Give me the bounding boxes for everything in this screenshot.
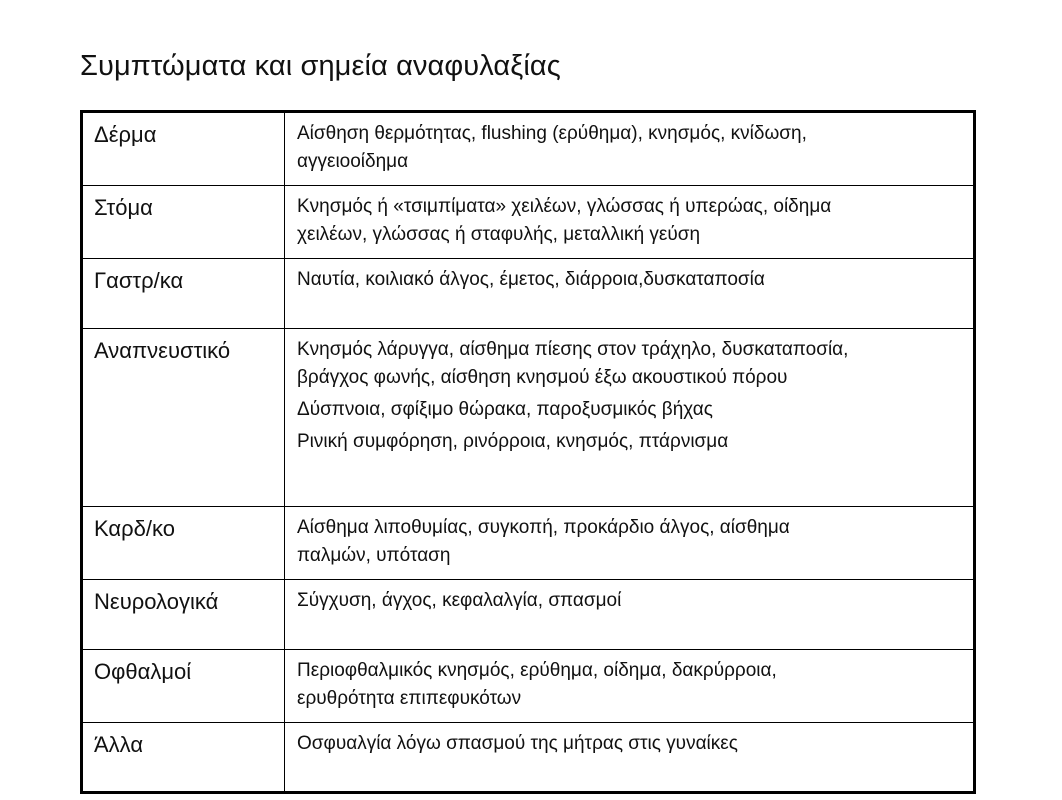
description-line: Κνησμός λάρυγγα, αίσθημα πίεσης στον τράχηλο, δυσκαταποσία, bbox=[297, 339, 849, 360]
table-row-respiratory bbox=[82, 329, 975, 507]
description-line: Σύγχυση, άγχος, κεφαλαλγία, σπασμοί bbox=[297, 590, 622, 611]
category-cell: Νευρολογικά bbox=[82, 580, 285, 650]
description-cell bbox=[285, 186, 975, 259]
page-title: Συμπτώματα και σημεία αναφυλαξίας bbox=[80, 50, 561, 82]
description-line: Ναυτία, κοιλιακό άλγος, έμετος, διάρροια,δυσκαταποσία bbox=[297, 269, 765, 290]
table-row-gastro bbox=[82, 259, 975, 329]
table-row-eyes bbox=[82, 650, 975, 723]
table-row-other bbox=[82, 723, 975, 793]
category-cell: Καρδ/κο bbox=[82, 507, 285, 580]
category-cell: Άλλα bbox=[82, 723, 285, 793]
description-line: αγγειοοίδημα bbox=[297, 151, 409, 172]
description-line: παλμών, υπόταση bbox=[297, 545, 451, 566]
description-line: βράγχος φωνής, αίσθηση κνησμού έξω ακουστικού πόρου bbox=[297, 367, 788, 388]
category-cell: Δέρμα bbox=[82, 112, 285, 186]
description-cell bbox=[285, 650, 975, 723]
table-row-mouth bbox=[82, 186, 975, 259]
description-cell bbox=[285, 723, 975, 793]
description-line: χειλέων, γλώσσας ή σταφυλής, μεταλλική γεύση bbox=[297, 224, 701, 245]
description-line: Περιοφθαλμικός κνησμός, ερύθημα, οίδημα, δακρύρροια, bbox=[297, 660, 777, 681]
description-line: Αίσθηση θερμότητας, flushing (ερύθημα), κνησμός, κνίδωση, bbox=[297, 123, 807, 144]
table-row-skin bbox=[82, 112, 975, 186]
description-line: Κνησμός ή «τσιμπίματα» χειλέων, γλώσσας ή υπερώας, οίδημα bbox=[297, 196, 832, 217]
category-cell: Γαστρ/κα bbox=[82, 259, 285, 329]
category-cell: Αναπνευστικό bbox=[82, 329, 285, 507]
description-line: Ρινική συμφόρηση, ρινόρροια, κνησμός, πτάρνισμα bbox=[297, 431, 729, 452]
description-line: Οσφυαλγία λόγω σπασμού της μήτρας στις γυναίκες bbox=[297, 733, 738, 754]
symptoms-table bbox=[80, 110, 976, 794]
category-cell: Στόμα bbox=[82, 186, 285, 259]
description-line: ερυθρότητα επιπεφυκότων bbox=[297, 688, 522, 709]
category-cell: Οφθαλμοί bbox=[82, 650, 285, 723]
table-row-cardio bbox=[82, 507, 975, 580]
description-line: Αίσθημα λιποθυμίας, συγκοπή, προκάρδιο άλγος, αίσθημα bbox=[297, 517, 790, 538]
description-cell bbox=[285, 259, 975, 329]
description-cell bbox=[285, 329, 975, 507]
description-cell bbox=[285, 507, 975, 580]
description-cell bbox=[285, 112, 975, 186]
description-cell bbox=[285, 580, 975, 650]
description-line: Δύσπνοια, σφίξιμο θώρακα, παροξυσμικός βήχας bbox=[297, 399, 713, 420]
table-row-neuro bbox=[82, 580, 975, 650]
